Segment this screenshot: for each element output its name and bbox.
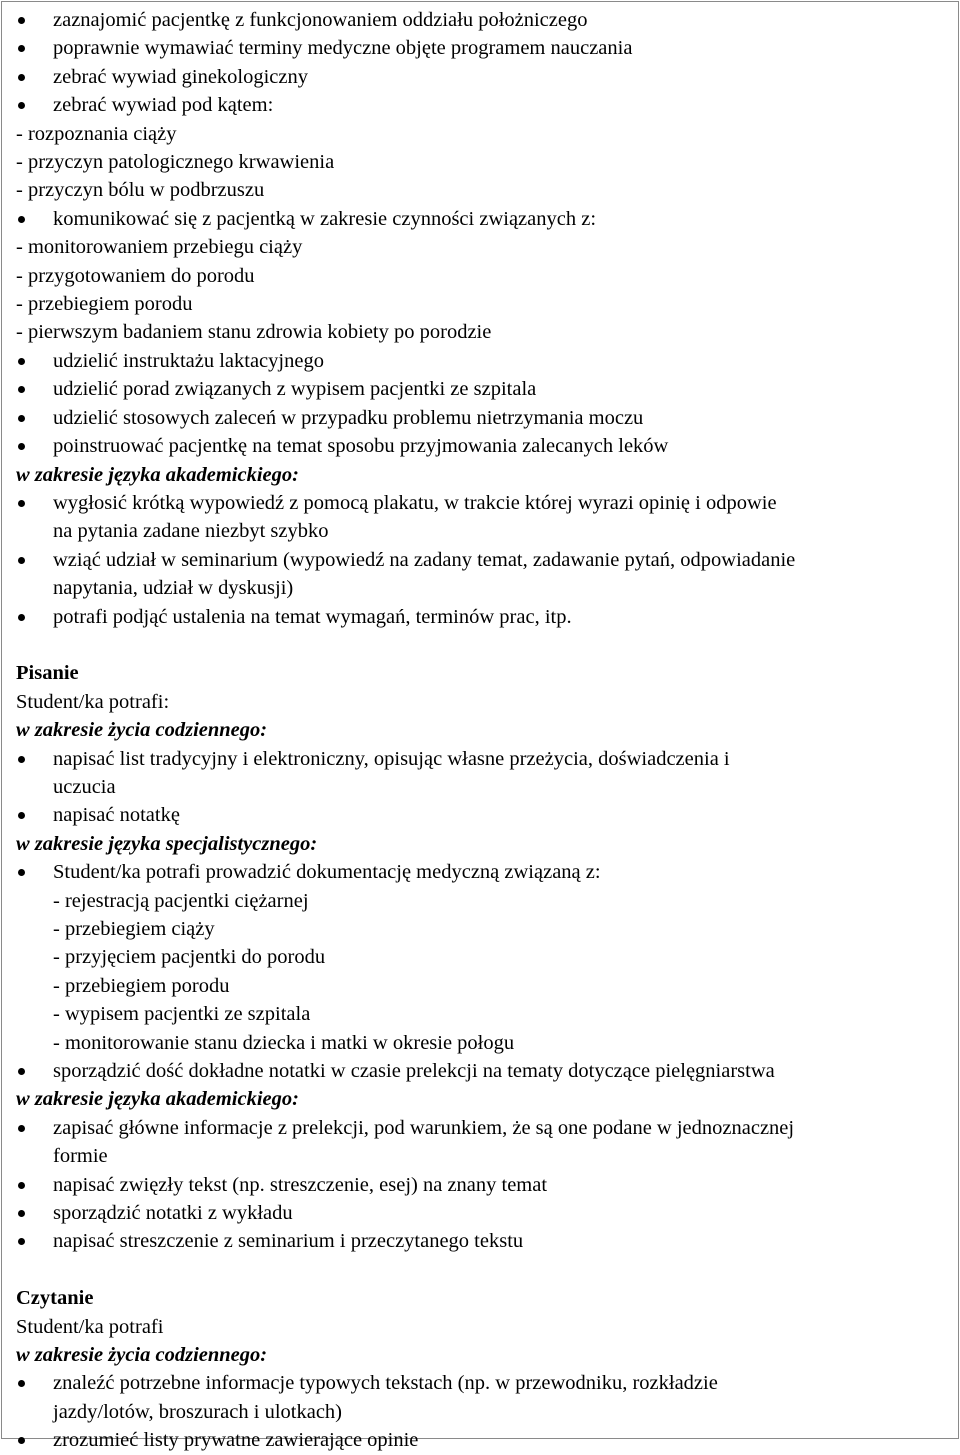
sub-item: - monitorowanie stanu dziecka i matki w okresie połogu [53, 1031, 515, 1054]
bullet-item: napisać list tradycyjny i elektroniczny, opisując własne przeżycia, doświadczenia i [16, 745, 948, 773]
sub-item: - przebiegiem ciąży [53, 917, 215, 940]
sub-item: - przyczyn patologicznego krwawienia [16, 151, 335, 174]
sub-item: - pierwszym badaniem stanu zdrowia kobiety po porodzie [16, 321, 492, 344]
bullet-item: zebrać wywiad pod kątem: [16, 91, 948, 119]
bullet-item: potrafi podjąć ustalenia na temat wymagań, terminów prac, itp. [16, 603, 948, 631]
bullet-item: napisać streszczenie z seminarium i przeczytanego tekstu [16, 1227, 948, 1255]
sub-item: - monitorowaniem przebiegu ciąży [16, 236, 303, 259]
reading-skills-list [16, 1341, 948, 1455]
bullet-item: poinstruować pacjentkę na temat sposobu przyjmowania zalecanych leków [16, 432, 948, 460]
bullet-item: poprawnie wymawiać terminy medyczne objęte programem nauczania [16, 34, 948, 62]
section-intro-writing: Student/ka potrafi: [16, 690, 170, 713]
bullet-continuation: napytania, udział w dyskusji) [53, 577, 294, 600]
bullet-continuation: jazdy/lotów, broszurach i ulotkach) [53, 1400, 342, 1423]
sub-item: - przyczyn bólu w podbrzuszu [16, 179, 265, 202]
bullet-item: zrozumieć listy prywatne zawierające opinie [16, 1426, 948, 1454]
bullet-item: udzielić stosowych zaleceń w przypadku problemu nietrzymania moczu [16, 404, 948, 432]
bullet-item: Student/ka potrafi prowadzić dokumentację medyczną związaną z: [16, 858, 948, 886]
spacer [16, 631, 948, 659]
speaking-skills-list [16, 6, 948, 631]
section-heading-writing: Pisanie [16, 662, 79, 685]
bullet-continuation: uczucia [53, 775, 116, 798]
bullet-continuation: na pytania zadane niezbyt szybko [53, 520, 329, 543]
bullet-item: sporządzić notatki z wykładu [16, 1199, 948, 1227]
document-page [1, 1, 959, 1452]
sub-item: - przyjęciem pacjentki do porodu [53, 946, 326, 969]
bullet-item: napisać zwięzły tekst (np. streszczenie, esej) na znany temat [16, 1171, 948, 1199]
sub-item: - przebiegiem porodu [53, 974, 230, 997]
sub-item: - wypisem pacjentki ze szpitala [53, 1003, 311, 1026]
bullet-item: zapisać główne informacje z prelekcji, pod warunkiem, że są one podane w jednoznacznej [16, 1114, 948, 1142]
sub-item: - rozpoznania ciąży [16, 122, 177, 145]
bullet-item: komunikować się z pacjentką w zakresie czynności związanych z: [16, 205, 948, 233]
writing-skills-list [16, 716, 948, 1256]
subsection-heading: w zakresie języka akademickiego: [16, 463, 299, 486]
bullet-item: udzielić instruktażu laktacyjnego [16, 347, 948, 375]
bullet-item: wziąć udział w seminarium (wypowiedź na zadany temat, zadawanie pytań, odpowiadanie [16, 546, 948, 574]
subsection-heading: w zakresie życia codziennego: [16, 1344, 268, 1367]
bullet-item: udzielić porad związanych z wypisem pacjentki ze szpitala [16, 375, 948, 403]
bullet-item: zaznajomić pacjentkę z funkcjonowaniem oddziału położniczego [16, 6, 948, 34]
bullet-item: sporządzić dość dokładne notatki w czasie prelekcji na tematy dotyczące pielęgniarstwa [16, 1057, 948, 1085]
bullet-item: znaleźć potrzebne informacje typowych tekstach (np. w przewodniku, rozkładzie [16, 1369, 948, 1397]
bullet-continuation: formie [53, 1145, 108, 1168]
sub-item: - przebiegiem porodu [16, 293, 193, 316]
bullet-item: napisać notatkę [16, 801, 948, 829]
spacer [16, 1256, 948, 1284]
bullet-item: zebrać wywiad ginekologiczny [16, 63, 948, 91]
bullet-item: wygłosić krótką wypowiedź z pomocą plakatu, w trakcie której wyrazi opinię i odpowie [16, 489, 948, 517]
sub-item: - rejestracją pacjentki ciężarnej [53, 889, 309, 912]
subsection-heading: w zakresie języka akademickiego: [16, 1088, 299, 1111]
section-heading-reading: Czytanie [16, 1287, 94, 1310]
section-intro-reading: Student/ka potrafi [16, 1315, 164, 1338]
subsection-heading: w zakresie języka specjalistycznego: [16, 832, 318, 855]
sub-item: - przygotowaniem do porodu [16, 264, 255, 287]
subsection-heading: w zakresie życia codziennego: [16, 719, 268, 742]
